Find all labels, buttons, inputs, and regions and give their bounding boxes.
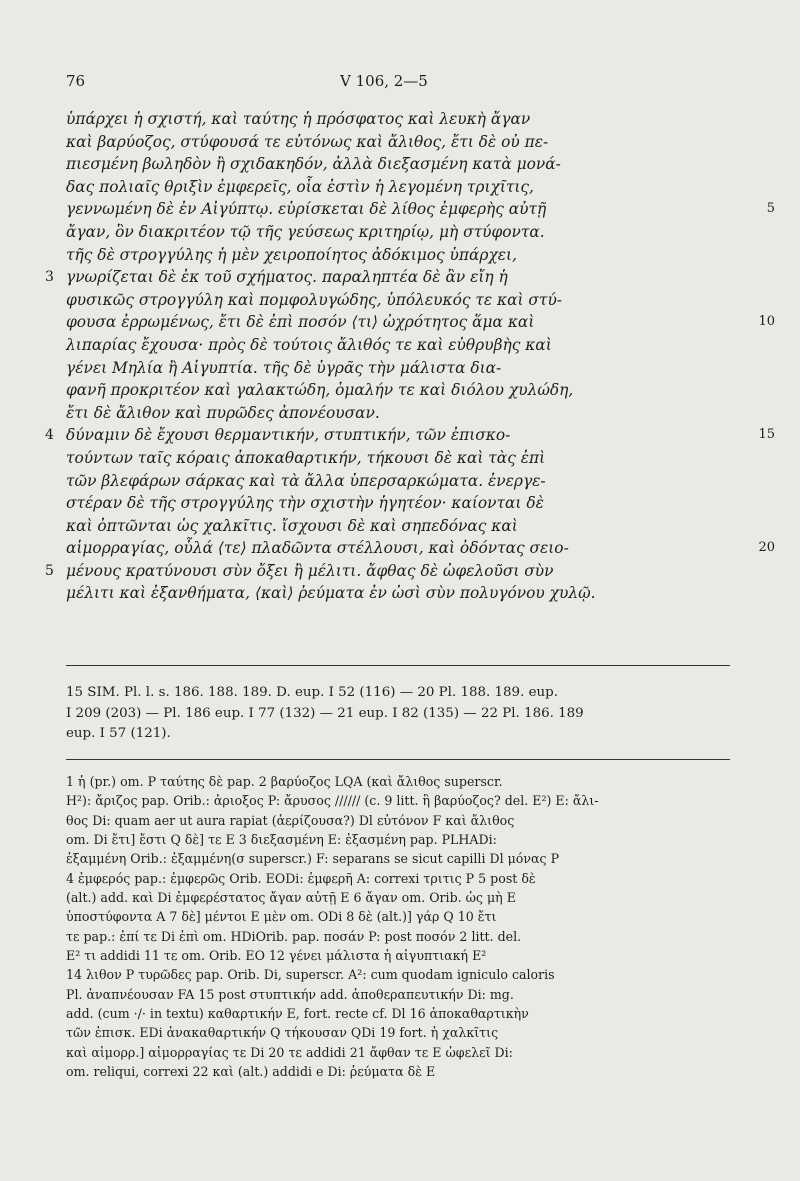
running-head: V 106, 2—5 <box>340 72 428 90</box>
text-line <box>66 153 731 176</box>
text-line-content: λιπαρίας ἔχουσα· πρὸς δὲ τούτοις ἄλιθός τε καὶ εὐθρυβὴς καὶ <box>66 335 552 354</box>
page-number: 76 <box>66 72 86 90</box>
apparatus-line: 14 λιθον P τυρῶδες pap. Orib. Di, superscr. A²: cum quodam igniculo caloris <box>66 967 555 983</box>
line-number: 5 <box>766 201 775 217</box>
text-line <box>66 492 731 515</box>
separator-line <box>66 759 730 760</box>
source-line: 15 SIM. Pl. l. s. 186. 188. 189. D. eup. I 52 (116) — 20 Pl. 188. 189. eup. <box>66 685 558 700</box>
text-line-content: τῶν βλεφάρων σάρκας καὶ τὰ ἄλλα ὑπερσαρκώματα. ἐνεργε- <box>66 471 546 490</box>
source-line: I 209 (203) — Pl. 186 eup. I 77 (132) — 21 eup. I 82 (135) — 22 Pl. 186. 189 <box>66 705 584 721</box>
text-line <box>66 357 731 380</box>
apparatus-line: add. (cum ·/· in textu) καθαρτικήν E, fort. recte cf. Dl 16 ἀποκαθαρτικὴν <box>66 1006 529 1022</box>
text-line <box>45 424 775 447</box>
text-line-content: ὑπάρχει ἡ σχιστή, καὶ ταύτης ἡ πρόσφατος καὶ λευκὴ ἄγαν <box>66 110 531 128</box>
sources-block <box>66 683 730 745</box>
text-line <box>66 515 731 538</box>
text-line-content: τῆς δὲ στρογγύλης ἡ μὲν χειροποίητος ἀδόκιμος ὑπάρχει, <box>66 245 517 264</box>
apparatus-line: ἐξαμμένη Orib.: ἐξαμμένη(σ superscr.) F: separans se sicut capilli Dl μόνας P <box>66 851 560 867</box>
text-line-content: καὶ ὀπτῶνται ὡς χαλκῖτις. ἴσχουσι δὲ καὶ σηπεδόνας καὶ <box>66 516 518 535</box>
apparatus-line: om. reliqui, correxi 22 καὶ (alt.) addidi e Di: ῥεύματα δὲ E <box>66 1064 436 1080</box>
line-number: 20 <box>758 540 775 556</box>
separator-line <box>66 665 730 666</box>
text-line <box>66 311 775 334</box>
section-number: 3 <box>45 269 54 286</box>
apparatus-line: τῶν ἐπισκ. EDi ἀνακαθαρτικήν Q τήκουσαν QDi 19 fort. ἡ χαλκῖτις <box>66 1025 499 1041</box>
text-line-content: στέραν δὲ τῆς στρογγύλης τὴν σχιστὴν ἡγητέον· καίονται δὲ <box>66 494 544 513</box>
line-number: 10 <box>758 314 775 330</box>
text-line <box>66 108 731 131</box>
text-line-content: ἄγαν, ὃν διακριτέον τῷ τῆς γεύσεως κριτηρίῳ, μὴ στύφοντα. <box>66 222 545 241</box>
text-line <box>66 131 731 154</box>
text-line-content: μένους κρατύνουσι σὺν ὄξει ἢ μέλιτι. ἄφθας δὲ ὠφελοῦσι σὺν <box>66 561 554 580</box>
text-line-content: μέλιτι καὶ ἐξανθήματα, ⟨καὶ⟩ ῥεύματα ἐν ὠσὶ σὺν πολυγόνου χυλῷ. <box>66 584 596 603</box>
text-line-content: γένει Μηλία ἢ Αἰγυπτία. τῆς δὲ ὑγρᾶς τὴν μάλιστα δια- <box>66 358 502 377</box>
apparatus-line: θος Di: quam aer ut aura rapiat (ἀερίζουσα?) Dl εὐτόνον F καὶ ἄλιθος <box>66 812 515 828</box>
source-line: eup. I 57 (121). <box>66 726 171 741</box>
text-line-content: φυσικῶς στρογγύλη καὶ πομφολυγώδης, ὑπόλευκός τε καὶ στύ- <box>66 290 563 309</box>
text-line <box>66 582 731 605</box>
section-number: 5 <box>45 562 54 579</box>
text-line-content: πιεσμένη βωληδὸν ἢ σχιδακηδόν, ἀλλὰ διεξασμένη κατὰ μονά- <box>66 155 561 174</box>
text-line <box>66 289 731 312</box>
apparatus-line: τε pap.: ἐπί τε Di ἐπὶ om. HDiOrib. pap. ποσάν P: post ποσόν 2 litt. del. <box>66 928 522 944</box>
apparatus-line: E² τι addidi 11 τε om. Orib. EO 12 γένει μάλιστα ἡ αἰγυπτιακή E² <box>66 948 487 964</box>
text-line <box>66 176 731 199</box>
text-line <box>66 447 731 470</box>
text-line <box>66 402 731 425</box>
apparatus-line: 4 ἐμφερός pap.: ἐμφερῶς Orib. EODi: ἐμφερῆ A: correxi τριτις P 5 post δὲ <box>66 870 536 886</box>
text-line-content: γεννωμένη δὲ ἐν Αἰγύπτῳ. εὑρίσκεται δὲ λίθος ἐμφερὴς αὐτῇ <box>66 200 547 219</box>
text-line <box>45 560 731 583</box>
section-number: 4 <box>45 427 54 444</box>
text-line-content: δας πολιαῖς θριξὶν ἐμφερεῖς, οἷα ἐστὶν ἡ λεγομένη τριχῖτις, <box>66 177 534 196</box>
text-line <box>66 221 731 244</box>
critical-apparatus <box>66 772 730 1082</box>
text-line <box>66 198 775 221</box>
text-line-content: γνωρίζεται δὲ ἐκ τοῦ σχήματος. παραληπτέα δὲ ἂν εἴη ἡ <box>66 268 508 287</box>
text-line-content: δύναμιν δὲ ἔχουσι θερμαντικήν, στυπτικήν, τῶν ἐπισκο- <box>66 426 511 445</box>
text-line-content: αἱμορραγίας, οὖλά ⟨τε⟩ πλαδῶντα στέλλουσι, καὶ ὀδόντας σειο- <box>66 539 569 558</box>
main-text <box>45 108 775 605</box>
line-number: 15 <box>758 427 775 443</box>
text-line <box>66 537 775 560</box>
text-line <box>66 334 731 357</box>
text-line-content: τούντων ταῖς κόραις ἀποκαθαρτικήν, τήκουσι δὲ καὶ τὰς ἐπὶ <box>66 448 546 467</box>
apparatus-line: (alt.) add. καὶ Di ἐμφερέστατος ἄγαν αὐτῇ E 6 ἄγαν om. Orib. ὡς μὴ E <box>66 890 516 906</box>
text-line <box>66 244 731 267</box>
text-line <box>66 379 731 402</box>
apparatus-line: ὑποστύφοντα A 7 δὲ] μέντοι E μὲν om. ODi 8 δὲ (alt.)] γάρ Q 10 ἔτι <box>66 909 497 925</box>
text-line-content: φουσα ἐρρωμένως, ἔτι δὲ ἐπὶ ποσόν ⟨τι⟩ ὠχρότητος ἅμα καὶ <box>66 313 535 332</box>
text-line-content: καὶ βαρύοζος, στύφουσά τε εὐτόνως καὶ ἄλιθος, ἔτι δὲ οὐ πε- <box>66 132 549 151</box>
apparatus-line: H²): ἄριζος pap. Orib.: ἀριοξος P: ἄρυσος ////// (c. 9 litt. ἢ βαρύοζος? del. E²) E: ἄλι- <box>66 793 599 809</box>
apparatus-line: 1 ἡ (pr.) om. P ταύτης δὲ pap. 2 βαρύοζος LQA (καὶ ἄλιθος superscr. <box>66 774 503 789</box>
apparatus-line: καὶ αἱμορρ.] αἱμορραγίας τε Di 20 τε addidi 21 ἄφθαν τε E ὠφελεῖ Di: <box>66 1044 513 1060</box>
text-line <box>45 266 731 289</box>
apparatus-line: Pl. ἀναπνέουσαν FA 15 post στυπτικήν add. ἀποθεραπευτικήν Di: mg. <box>66 986 514 1002</box>
apparatus-line: om. Di ἔτι] ἔστι Q δὲ] τε E 3 διεξασμένη E: ἐξασμένη pap. PLHADi: <box>66 832 497 848</box>
text-line <box>66 470 731 493</box>
text-line-content: φανῆ προκριτέον καὶ γαλακτώδη, ὁμαλήν τε καὶ διόλου χυλώδη, <box>66 381 574 400</box>
text-line-content: ἔτι δὲ ἄλιθον καὶ πυρῶδες ἀπονέουσαν. <box>66 403 380 422</box>
